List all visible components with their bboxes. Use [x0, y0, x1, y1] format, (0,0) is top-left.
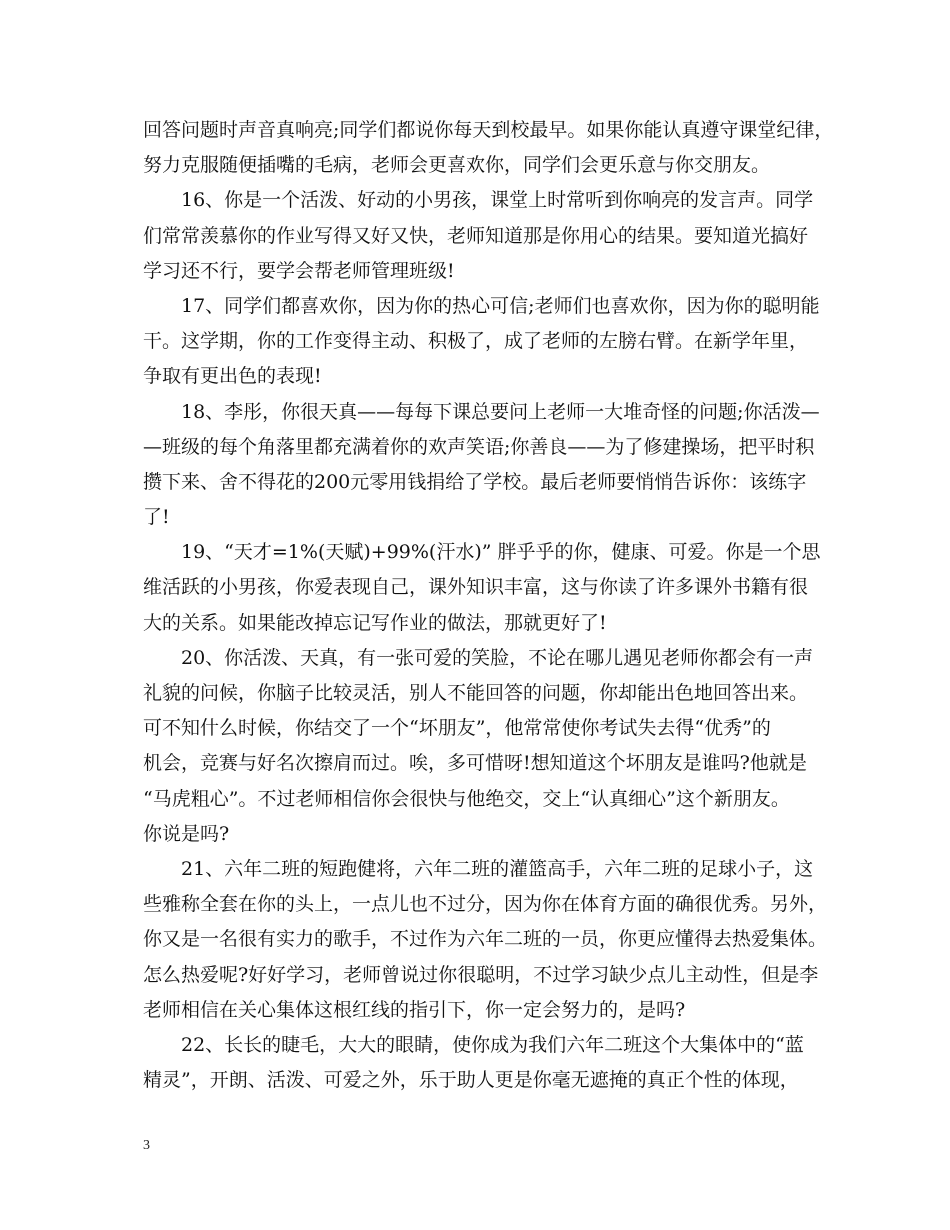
text-line: 20、你活泼、天真，有一张可爱的笑脸，不论在哪儿遇见老师你都会有一声 [181, 646, 814, 669]
text-line: 你说是吗? [143, 822, 230, 845]
text-line: 19、“天才=1%(天赋)+99%(汗水)” 胖乎乎的你，健康、可爱。你是一个思 [181, 541, 821, 564]
text-line: 大的关系。如果能改掉忘记写作业的做法，那就更好了! [143, 611, 607, 634]
text-line: 22、长长的睫毛，大大的眼睛，使你成为我们六年二班这个大集体中的“蓝 [181, 1033, 804, 1056]
text-line: 怎么热爱呢?好好学习，老师曾说过你很聪明，不过学习缺少点儿主动性，但是李 [143, 963, 819, 986]
text-line: 争取有更出色的表现! [143, 365, 322, 388]
text-line: 学习还不行，要学会帮老师管理班级! [143, 259, 455, 282]
document-body [143, 113, 833, 1098]
text-line: 攒下来、舍不得花的200元零用钱捐给了学校。最后老师要悄悄告诉你：该练字 [143, 470, 807, 493]
text-line: 18、李彤，你很天真——每每下课总要问上老师一大堆奇怪的问题;你活泼— [181, 400, 820, 423]
text-line: 精灵”，开朗、活泼、可爱之外，乐于助人更是你毫无遮掩的真正个性的体现， [143, 1069, 799, 1092]
text-line: 17、同学们都喜欢你，因为你的热心可信;老师们也喜欢你，因为你的聪明能 [181, 294, 820, 317]
text-line: 机会，竞赛与好名次擦肩而过。唉，多可惜呀!想知道这个坏朋友是谁吗?他就是 [143, 752, 807, 775]
text-line: 努力克服随便插嘴的毛病，老师会更喜欢你，同学们会更乐意与你交朋友。 [143, 154, 771, 177]
text-line: 老师相信在关心集体这根红线的指引下，你一定会努力的，是吗? [143, 998, 686, 1021]
text-line: 礼貌的问候，你脑子比较灵活，别人不能回答的问题，你却能出色地回答出来。 [143, 682, 809, 704]
text-line: 了! [143, 506, 170, 529]
text-line: —班级的每个角落里都充满着你的欢声笑语;你善良——为了修建操场，把平时积 [143, 435, 815, 458]
text-line: 你又是一名很有实力的歌手，不过作为六年二班的一员，你更应懂得去热爱集体。 [143, 928, 828, 951]
text-line: 21、六年二班的短跑健将，六年二班的灌篮高手，六年二班的足球小子，这 [181, 857, 814, 880]
text-line: 干。这学期，你的工作变得主动、积极了，成了老师的左膀右臂。在新学年里， [143, 330, 809, 353]
text-line: 们常常羡慕你的作业写得又好又快，老师知道那是你用心的结果。要知道光搞好 [143, 224, 809, 247]
text-line: 回答问题时声音真响亮;同学们都说你每天到校最早。如果你能认真遵守课堂纪律， [143, 119, 833, 141]
text-line: 维活跃的小男孩，你爱表现自己，课外知识丰富，这与你读了许多课外书籍有很 [143, 576, 809, 599]
text-line: 些雅称全套在你的头上，一点儿也不过分，因为你在体育方面的确很优秀。另外， [143, 893, 828, 916]
text-line: “马虎粗心”。不过老师相信你会很快与他绝交，交上“认真细心”这个新朋友。 [143, 787, 790, 810]
text-line: 16、你是一个活泼、好动的小男孩，课堂上时常听到你响亮的发言声。同学 [181, 189, 814, 212]
page-number: 3 [143, 1138, 150, 1153]
text-line: 可不知什么时候，你结交了一个“坏朋友”，他常常使你考试失去得“优秀”的 [143, 717, 771, 740]
